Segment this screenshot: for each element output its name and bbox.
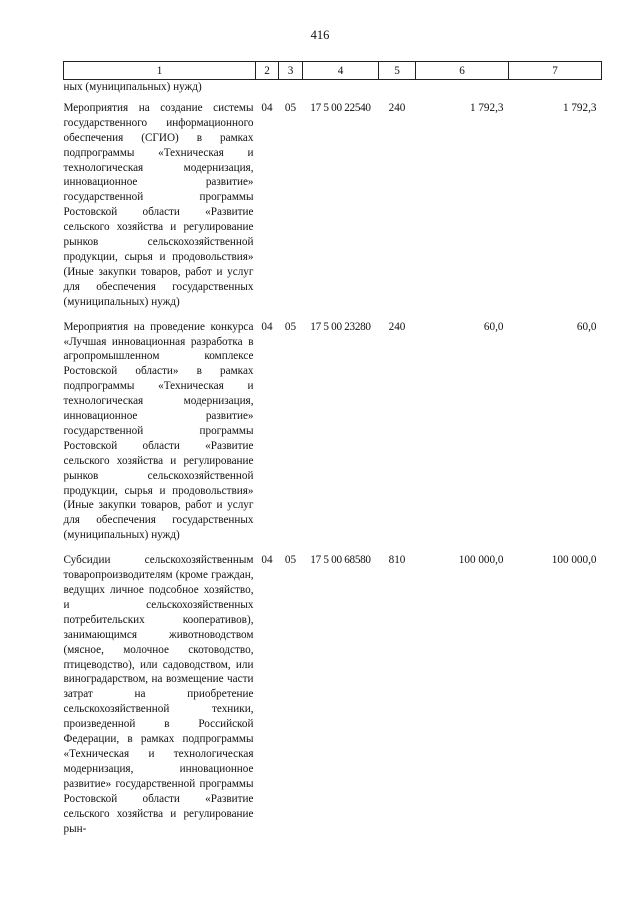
header-col-4: 4 <box>303 62 379 80</box>
row-amount-year-1: 60,0 <box>483 320 504 333</box>
page-number: 416 <box>310 28 330 42</box>
row-description: Мероприятия на проведение конкурса «Лучшая инновационная разработка в агропромышленном комплексе Ростовской области» в рамках подпрограммы «Техническая и технологическая модернизация, инновационное развитие» государственной программы Ростовской области «Развитие сельского хозяйства и регулирование рынков сельскохозяйственной продукции, сырья и продовольствия» (Иные закупки товаров, работ и услуг для обеспечения государственных (муниципальных) нужд) <box>63 320 254 542</box>
continuation-text: ных (муниципальных) нужд) <box>63 81 202 93</box>
header-row <box>64 62 602 80</box>
table-row <box>64 320 602 554</box>
row-amount-year-1: 100 000,0 <box>458 554 504 567</box>
row-amount-year-2: 100 000,0 <box>551 554 597 567</box>
row-amount-year-2: 1 792,3 <box>562 101 597 114</box>
table-header <box>64 62 602 80</box>
row-subsection-code: 05 <box>284 320 297 333</box>
row-section-code: 04 <box>261 320 273 333</box>
row-amount-year-1: 1 792,3 <box>469 101 504 114</box>
table-row <box>64 553 602 846</box>
row-description: Субсидии сельскохозяйственным товаропроизводителям (кроме граждан, ведущих личное подсобное хозяйство, и сельскохозяйственных потребительских кооперативов), занимающимся животноводством (мясное, молочное скотоводство, птицеводство), или садоводством, или виноградарством, на возмещение части затрат на приобретение сельскохозяйственной техники, произведенной в Российской Федерации, в рамках подпрограммы «Техническая и технологическая модернизация, инновационное развитие» государственной программы Ростовской области «Развитие сельского хозяйства и регулирование рын- <box>63 554 254 835</box>
row-amount-year-2: 60,0 <box>576 320 597 333</box>
row-target-article: 17 5 00 23280 <box>310 320 371 333</box>
header-col-7: 7 <box>509 62 602 80</box>
header-col-2: 2 <box>256 62 279 80</box>
row-description: Мероприятия на создание системы государственного информационного обеспечения (СГИО) в рамках подпрограммы «Техническая и технологическая модернизация, инновационное развитие» государственной программы Ростовской области «Развитие сельского хозяйства и регулирование рынков сельскохозяйственной продукции, сырья и продовольствия» (Иные закупки товаров, работ и услуг для обеспечения государственных (муниципальных) нужд) <box>63 101 254 308</box>
row-section-code: 04 <box>261 101 273 114</box>
header-col-1: 1 <box>64 62 256 80</box>
row-expense-type: 810 <box>388 554 406 567</box>
table-row <box>64 101 602 320</box>
budget-table <box>63 61 602 846</box>
continuation-row <box>64 80 602 101</box>
row-target-article: 17 5 00 68580 <box>310 554 371 567</box>
header-col-6: 6 <box>416 62 509 80</box>
row-expense-type: 240 <box>388 320 406 333</box>
header-col-3: 3 <box>279 62 303 80</box>
row-expense-type: 240 <box>388 101 406 114</box>
row-section-code: 04 <box>261 554 273 567</box>
row-subsection-code: 05 <box>284 554 297 567</box>
row-target-article: 17 5 00 22540 <box>310 101 371 114</box>
row-subsection-code: 05 <box>284 101 297 114</box>
header-col-5: 5 <box>379 62 416 80</box>
